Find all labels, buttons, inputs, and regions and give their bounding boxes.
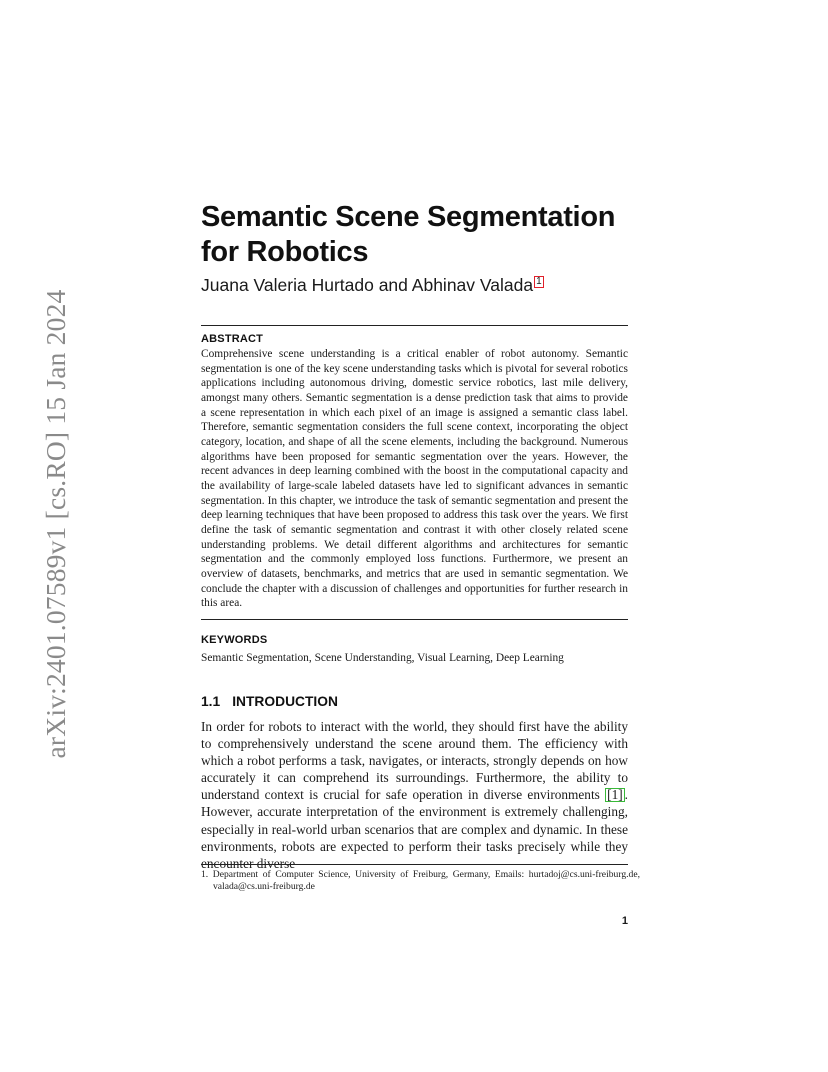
- author-names: Juana Valeria Hurtado and Abhinav Valada: [201, 275, 534, 295]
- arxiv-identifier: arXiv:2401.07589v1 [cs.RO] 15 Jan 2024: [40, 289, 71, 759]
- keywords-text: Semantic Segmentation, Scene Understanding, Visual Learning, Deep Learning: [201, 652, 564, 664]
- intro-text-part-2: . However, accurate interpretation of the environment is extremely challenging, especially in real-world urban scenarios that are complex and dynamic. In these environments, robots are expected to perform their tasks precisely while they encounter diverse: [201, 787, 628, 871]
- abstract-text: Comprehensive scene understanding is a critical enabler of robot autonomy. Semantic segmentation is one of the key scene understanding tasks which is pivotal for several robotics applications including autonomous driving, domestic service robotics, last mile delivery, amongst many others. Semantic segmentation is a dense prediction task that aims to provide a scene representation in which each pixel of an image is assigned a semantic class label. Therefore, semantic segmentation considers the full scene context, incorporating the object category, location, and shape of all the scene elements, including the background. Numerous algorithms have been proposed for semantic segmentation over the years. However, the recent advances in deep learning combined with the boost in the computational capacity and the availability of large-scale labeled datasets have led to significant advances in semantic segmentation. In this chapter, we introduce the task of semantic segmentation and present the deep learning techniques that have been proposed to address this task over the years. We first define the task of semantic segmentation and contrast it with other closely related scene understanding problems. We detail different algorithms and architectures for semantic segmentation and the commonly employed loss functions. Furthermore, we present an overview of datasets, benchmarks, and metrics that are used in semantic segmentation. We conclude the chapter with a discussion of challenges and opportunities for further research in this area.: [201, 348, 628, 610]
- footnote-link[interactable]: 1: [536, 276, 542, 287]
- citation-link[interactable]: [1]: [607, 787, 623, 803]
- abstract-bottom-rule: [201, 619, 628, 620]
- introduction-text: [201, 718, 628, 872]
- abstract-top-rule: [201, 325, 628, 326]
- footnote: 1. Department of Computer Science, University of Freiburg, Germany, Emails: hurtadoj@cs.uni-freiburg.de, valada@cs.uni-freiburg.de: [201, 869, 640, 893]
- paper-title: Semantic Scene Segmentation for Robotics: [201, 201, 616, 268]
- section-title: INTRODUCTION: [232, 694, 338, 709]
- abstract-heading: ABSTRACT: [201, 333, 264, 345]
- intro-text-part-1: In order for robots to interact with the world, they should first have the ability to comprehensively understand the scene around them. The efficiency with which a robot performs a task, navigates, or interacts, strongly depends on how accurately it can comprehend its surroundings. Furthermore, the ability to understand context is crucial for safe operation in diverse environments: [201, 719, 628, 803]
- keywords-heading: KEYWORDS: [201, 634, 268, 646]
- footnote-rule: [201, 864, 628, 865]
- section-number: 1.1: [201, 694, 221, 709]
- section-heading: [201, 694, 628, 709]
- author-line: [201, 274, 628, 296]
- page-number: 1: [621, 915, 628, 927]
